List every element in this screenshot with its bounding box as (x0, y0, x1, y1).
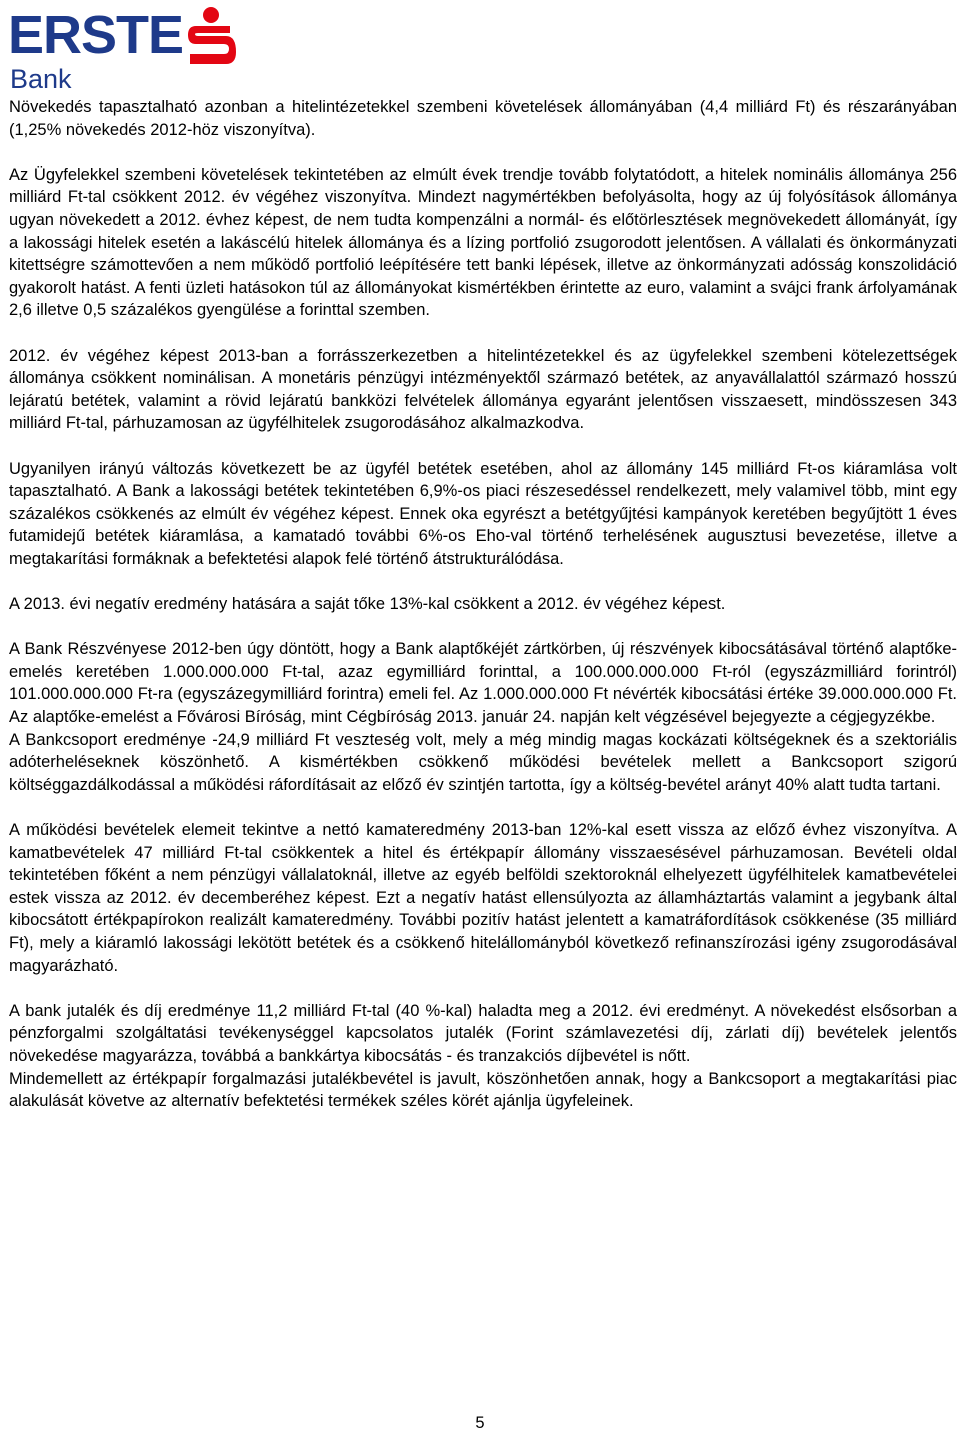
paragraph-spacer (9, 322, 957, 345)
paragraph: 2012. év végéhez képest 2013-ban a forrásszerkezetben a hitelintézetekkel és az ügyfelekkel szembeni kötelezettségek állománya csökkent nominálisan. A monetáris pénzügyi intézményektől származó betétek, az anyavállalattól származó hosszú lejáratú betétek, valamint a rövid lejáratú bankközi felvételek állománya egyaránt jelentősen visszaesett, mindösszesen 343 milliárd Ft-tal, párhuzamosan az ügyfélhitelek zsugorodásához alkalmazkodva. (9, 346, 957, 433)
paragraph: Mindemellett az értékpapír forgalmazási jutalékbevétel is javult, köszönhetően annak, hogy a Bankcsoport a megtakarítási piac alakulását követve az alternatív befektetési termékek széles körét ajánlja ügyfeleinek. (9, 1069, 957, 1111)
paragraph: A bank jutalék és díj eredménye 11,2 milliárd Ft-tal (40 %-kal) haladta meg a 2012. évi eredményt. A növekedést elsősorban a pénzforgalmi szolgáltatási tevékenységgel kapcsolatos jutalék (Forint számlavezetési díj, zárlati díj) bevételek jelentős növekedése magyarázza, továbbá a bankkártya kibocsátás - és tranzakciós díjbevétel is nőtt. (9, 1001, 957, 1065)
paragraph: A Bankcsoport eredménye -24,9 milliárd Ft veszteség volt, mely a még mindig magas kockázati költségeknek és a szektoriális adóterheléseknek köszönhető. A kismértékben csökkenő működési bevételek mellett a Bankcsoport szigorú költséggazdálkodással a működési ráfordításait az előző év szintjén tartotta, így a költség-bevétel arányt 40% alatt tudta tartani. (9, 730, 957, 794)
paragraph: A 2013. évi negatív eredmény hatására a saját tőke 13%-kal csökkent a 2012. év végéhez képest. (9, 595, 726, 614)
paragraph-spacer (9, 570, 957, 593)
paragraph-spacer (9, 796, 957, 819)
paragraph: Ugyanilyen irányú változás következett be az ügyfél betétek esetében, ahol az állomány 145 milliárd Ft-os kiáramlása volt tapasztalható. A Bank a lakossági betétek tekintetében 6,9%-os piaci részesedéssel rendelkezett, mely valamivel több, mint egy százalékos csökkenés az elmúlt év végéhez képest. Ennek oka egyrészt a betétgyűjtési kampányok keretében begyűjtött 1 éves futamidejű betétek kiáramlása, a kamatadó további 6%-os Eho-val történő terhelésének augusztusi bevezetése, illetve a megtakarítási formáknak a befektetési alapok felé történő átstrukturálódása. (9, 459, 957, 568)
paragraph-spacer (9, 977, 957, 1000)
paragraph-spacer (9, 435, 957, 458)
logo-s-symbol-icon (184, 6, 238, 68)
paragraph-spacer (9, 141, 957, 164)
erste-bank-logo (8, 6, 238, 96)
logo-bank-label: Bank (10, 64, 72, 94)
page-number: 5 (475, 1414, 485, 1432)
paragraph: A működési bevételek elemeit tekintve a nettó kamateredmény 2013-ban 12%-kal esett vissza az előző évhez viszonyítva. A kamatbevételek 47 milliárd Ft-tal csökkentek a hitel és értékpapír állomány visszaesésével párhuzamosan. Bevételi oldal tekintetében főként a nem pénzügyi vállalatoknál, illetve az egyéb belföldi szektoroknál elhelyezett ügyfélhitelek kamatbevételei estek vissza az 2012. év decemberéhez képest. Ezt a negatív hatást ellensúlyozta az államháztartás valamint a jegybank által kibocsátott értékpapírokon realizált kamateredmény. További pozitív hatást jelentett a kamatráfordítások csökkenése (35 milliárd Ft), mely a kiáramló lakossági lekötött betétek és a csökkenő hitelállományból következő refinanszírozási igény zsugorodásával magyarázható. (9, 821, 957, 975)
paragraph: Az Ügyfelekkel szembeni követelések tekintetében az elmúlt évek trendje tovább folytatódott, a hitelek nominális állománya 256 milliárd Ft-tal csökkent 2012. év végéhez viszonyítva. Mindezt nagymértékben befolyásolta, hogy az új folyósítások állománya ugyan növekedett a 2012. évhez képest, de nem tudta kompenzálni a normál- és előtörlesztések megnövekedett állományát, így a lakossági hitelek esetén a lakáscélú hitelek állománya és a lízing portfolió zsugorodott jelentősen. A vállalati és önkormányzati kitettségre számottevően a nem működő portfolió leépítésére tett banki lépések, illetve az önkormányzati adósság konszolidáció gyakorolt hatást. A fenti üzleti hatásokon túl az állományokat kismértékben érintette az euro, valamint a svájci frank árfolyamának 2,6 illetve 0,5 százalékos gyengülése a forinttal szemben. (9, 165, 957, 320)
document-body (9, 96, 957, 1113)
paragraph: A Bank Részvényese 2012-ben úgy döntött, hogy a Bank alaptőkéjét zártkörben, új részvények kibocsátásával történő alaptőke-emelés keretében 1.000.000.000 Ft-tal, azaz egymilliárd forinttal, a 100.000.000.000 Ft-ról (egyszázmilliárd forintról) 101.000.000.000 Ft-ra (egyszázegymilliárd forintra) emeli fel. Az 1.000.000.000 Ft névérték kibocsátási értéke 39.000.000.000 Ft. Az alaptőke-emelést a Fővárosi Bíróság, mint Cégbíróság 2013. január 24. napján kelt végzésével bejegyezte a cégjegyzékbe. (9, 640, 957, 727)
paragraph-spacer (9, 616, 957, 639)
paragraph: Növekedés tapasztalható azonban a hitelintézetekkel szembeni követelések állományában (4,4 milliárd Ft) és részarányában (1,25% növekedés 2012-höz viszonyítva). (9, 98, 957, 139)
logo-wordmark: ERSTE (8, 5, 184, 65)
